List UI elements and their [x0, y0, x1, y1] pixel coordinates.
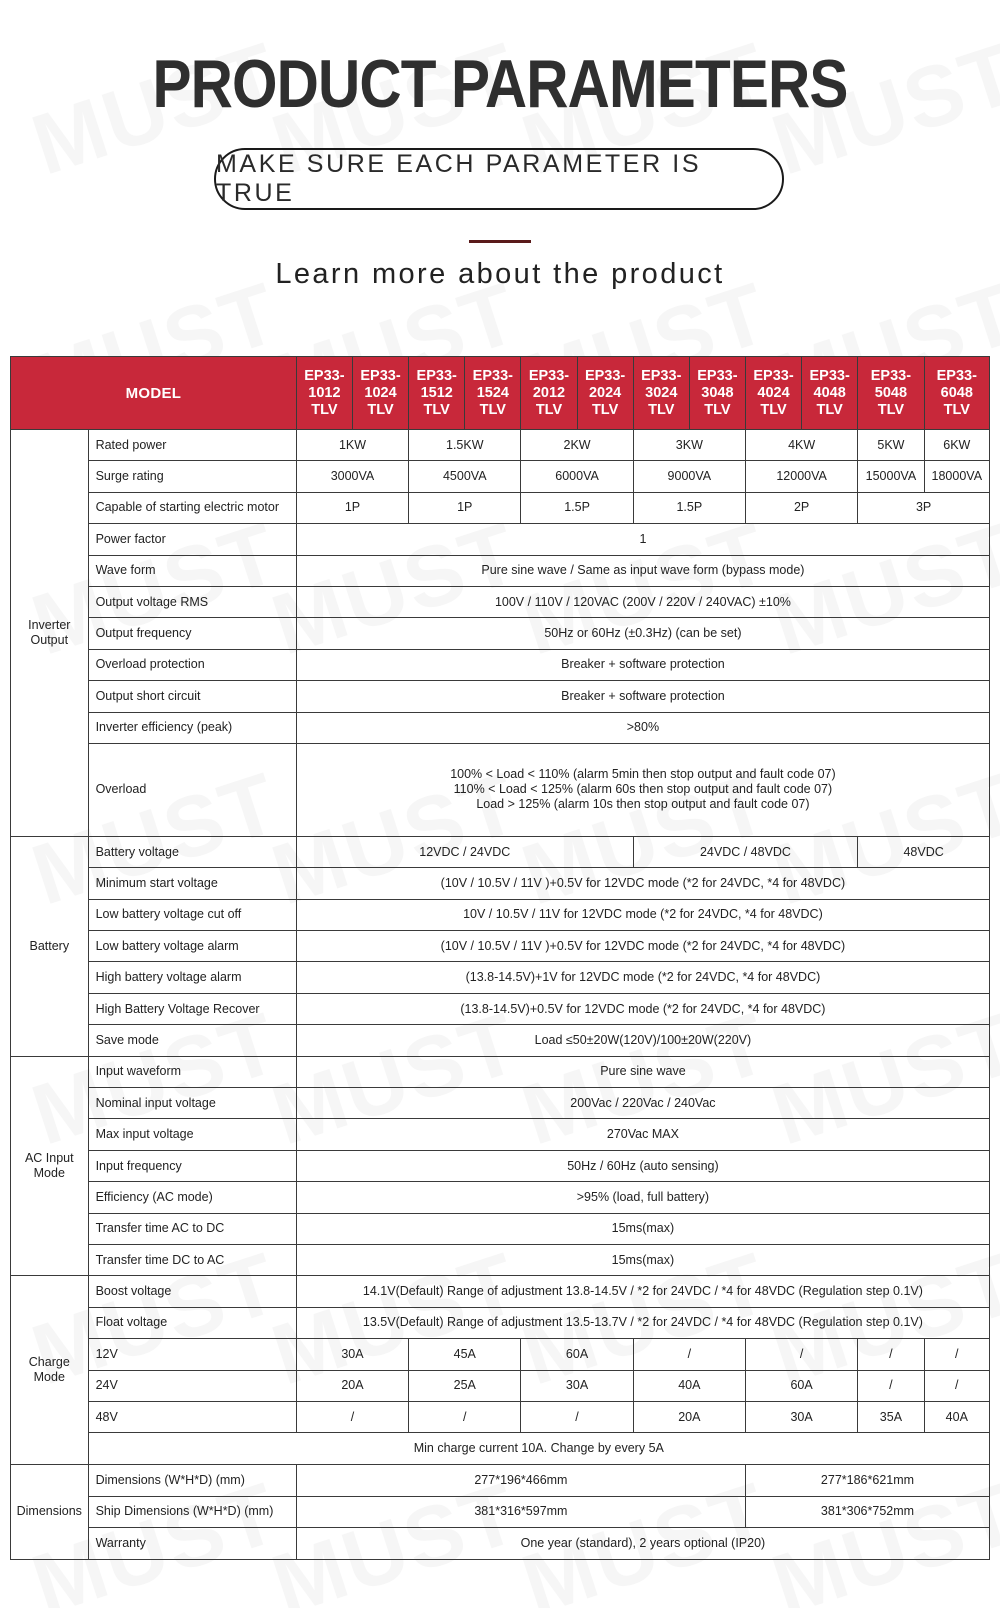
- table-row: [11, 993, 990, 1024]
- table-row: [11, 1433, 990, 1465]
- value-cell: 35A: [858, 1401, 924, 1432]
- model-name-number: 1524: [476, 384, 509, 401]
- model-header-cell: [577, 357, 633, 430]
- value-cell: 45A: [409, 1339, 521, 1370]
- param-label: Input waveform: [88, 1056, 296, 1087]
- model-header-cell: [689, 357, 745, 430]
- spec-table-body: [11, 430, 990, 1560]
- param-label: Overload: [88, 743, 296, 836]
- model-name-suffix: TLV: [591, 401, 619, 418]
- value-cell: 13.5V(Default) Range of adjustment 13.5-13.7V / *2 for 24VDC / *4 for 48VDC (Regulation step 0.1V): [296, 1307, 989, 1338]
- value-line: 100% < Load < 110% (alarm 5min then stop output and fault code 07): [450, 767, 836, 782]
- value-cell: 270Vac MAX: [296, 1119, 989, 1150]
- param-label: High battery voltage alarm: [88, 962, 296, 993]
- param-label: Output short circuit: [88, 681, 296, 712]
- value-cell: 18000VA: [924, 461, 989, 492]
- model-header-cell: [745, 357, 801, 430]
- value-cell: (13.8-14.5V)+1V for 12VDC mode (*2 for 24VDC, *4 for 48VDC): [296, 962, 989, 993]
- model-name-suffix: TLV: [648, 401, 675, 418]
- model-name-suffix: TLV: [943, 401, 970, 418]
- table-row: [11, 1307, 990, 1338]
- param-label: Ship Dimensions (W*H*D) (mm): [88, 1496, 296, 1527]
- group-label: Inverter Output: [11, 430, 89, 837]
- value-cell: 1P: [409, 492, 521, 523]
- model-name-prefix: EP33-: [416, 367, 457, 384]
- value-cell: (10V / 10.5V / 11V )+0.5V for 12VDC mode (*2 for 24VDC, *4 for 48VDC): [296, 931, 989, 962]
- model-name-prefix: EP33-: [936, 367, 977, 384]
- value-cell: 15ms(max): [296, 1244, 989, 1275]
- value-cell: 9000VA: [633, 461, 745, 492]
- table-row: [11, 1339, 990, 1370]
- group-label: Charge Mode: [11, 1276, 89, 1465]
- group-label: AC Input Mode: [11, 1056, 89, 1276]
- value-cell: 20A: [633, 1401, 745, 1432]
- model-name-prefix: EP33-: [697, 367, 738, 384]
- model-name-number: 1012: [308, 384, 341, 401]
- param-label: Save mode: [88, 1025, 296, 1056]
- param-label: Float voltage: [88, 1307, 296, 1338]
- value-cell: 15000VA: [858, 461, 924, 492]
- value-cell: 200Vac / 220Vac / 240Vac: [296, 1088, 989, 1119]
- model-name-prefix: EP33-: [528, 367, 570, 384]
- model-name-number: 4048: [813, 384, 846, 401]
- model-name-suffix: TLV: [816, 401, 843, 418]
- value-line: 110% < Load < 125% (alarm 60s then stop output and fault code 07): [453, 782, 833, 797]
- value-cell: 40A: [924, 1401, 989, 1432]
- param-label: 12V: [88, 1339, 296, 1370]
- value-cell: /: [858, 1370, 924, 1401]
- param-label: Dimensions (W*H*D) (mm): [88, 1465, 296, 1496]
- param-label: 48V: [88, 1401, 296, 1432]
- table-row: [11, 1119, 990, 1150]
- table-row: [11, 712, 990, 743]
- table-row: [11, 1244, 990, 1275]
- hero-section: [0, 0, 1000, 330]
- model-name-suffix: TLV: [479, 401, 506, 418]
- value-cell: Min charge current 10A. Change by every 5A: [88, 1433, 989, 1465]
- model-name-number: 3048: [701, 384, 734, 401]
- value-cell: Load ≤50±20W(120V)/100±20W(220V): [296, 1025, 989, 1056]
- model-name-number: 6048: [940, 384, 973, 401]
- value-cell: /: [409, 1401, 521, 1432]
- value-cell: 25A: [409, 1370, 521, 1401]
- param-label: Transfer time DC to AC: [88, 1244, 296, 1275]
- model-header: MODEL: [11, 357, 297, 430]
- model-name-number: 1024: [364, 384, 397, 401]
- value-cell: [296, 743, 989, 836]
- table-row: [11, 618, 990, 649]
- model-name-prefix: EP33-: [360, 367, 401, 384]
- value-cell: 1.5P: [633, 492, 745, 523]
- header-row: [11, 357, 990, 430]
- table-row: [11, 836, 990, 867]
- value-cell: 50Hz or 60Hz (±0.3Hz) (can be set): [296, 618, 989, 649]
- model-name-number: 2012: [532, 384, 566, 401]
- value-cell: 5KW: [858, 430, 924, 461]
- param-label: Minimum start voltage: [88, 868, 296, 899]
- model-name-prefix: EP33-: [472, 367, 513, 384]
- value-cell: 3P: [858, 492, 990, 523]
- param-label: Wave form: [88, 555, 296, 586]
- subtitle: Learn more about the product: [275, 258, 725, 290]
- model-header-cell: [409, 357, 465, 430]
- value-cell: 14.1V(Default) Range of adjustment 13.8-14.5V / *2 for 24VDC / *4 for 48VDC (Regulation step 0.1V): [296, 1276, 989, 1307]
- value-cell: Pure sine wave: [296, 1056, 989, 1087]
- value-cell: 1P: [296, 492, 408, 523]
- param-label: Battery voltage: [88, 836, 296, 867]
- value-cell: 20A: [296, 1370, 408, 1401]
- value-cell: 277*196*466mm: [296, 1465, 745, 1496]
- group-label: Battery: [11, 836, 89, 1056]
- table-row: [11, 1370, 990, 1401]
- value-cell: 2P: [745, 492, 857, 523]
- value-cell: Breaker + software protection: [296, 649, 989, 680]
- model-name-suffix: TLV: [367, 401, 394, 418]
- table-row: [11, 899, 990, 930]
- value-line: Load > 125% (alarm 10s then stop output and fault code 07): [476, 797, 810, 812]
- param-label: High Battery Voltage Recover: [88, 993, 296, 1024]
- table-row: [11, 1056, 990, 1087]
- model-name-prefix: EP33-: [304, 367, 345, 384]
- value-cell: 1: [296, 524, 989, 555]
- value-cell: 1KW: [296, 430, 408, 461]
- table-row: [11, 430, 990, 461]
- table-row: [11, 1465, 990, 1496]
- model-header-cell: [924, 357, 989, 430]
- model-name-suffix: TLV: [423, 401, 450, 418]
- table-row: [11, 1213, 990, 1244]
- param-label: Overload protection: [88, 649, 296, 680]
- value-cell: Breaker + software protection: [296, 681, 989, 712]
- model-name-suffix: TLV: [535, 401, 563, 418]
- page-title: PRODUCT PARAMETERS: [152, 46, 848, 122]
- model-name-number: 2024: [588, 384, 622, 401]
- value-cell: 1.5P: [521, 492, 633, 523]
- param-label: Boost voltage: [88, 1276, 296, 1307]
- value-cell: 1.5KW: [409, 430, 521, 461]
- table-row: [11, 1025, 990, 1056]
- value-cell: /: [521, 1401, 633, 1432]
- value-cell: 30A: [296, 1339, 408, 1370]
- model-name-number: 1512: [420, 384, 453, 401]
- value-cell: 4500VA: [409, 461, 521, 492]
- value-cell: Pure sine wave / Same as input wave form (bypass mode): [296, 555, 989, 586]
- param-label: Output frequency: [88, 618, 296, 649]
- table-row: [11, 555, 990, 586]
- model-name-prefix: EP33-: [753, 367, 794, 384]
- model-name-suffix: TLV: [760, 401, 787, 418]
- value-cell: >80%: [296, 712, 989, 743]
- value-cell: 50Hz / 60Hz (auto sensing): [296, 1150, 989, 1181]
- table-row: [11, 461, 990, 492]
- model-header-cell: [858, 357, 924, 430]
- model-name-number: 4024: [757, 384, 790, 401]
- table-row: [11, 1150, 990, 1181]
- value-cell: 48VDC: [858, 836, 990, 867]
- value-cell: One year (standard), 2 years optional (IP20): [296, 1528, 989, 1559]
- table-row: [11, 931, 990, 962]
- param-label: Nominal input voltage: [88, 1088, 296, 1119]
- model-header-cell: [465, 357, 521, 430]
- value-cell: 40A: [633, 1370, 745, 1401]
- param-label: Low battery voltage alarm: [88, 931, 296, 962]
- divider-rule: [469, 240, 531, 243]
- model-header-cell: [296, 357, 352, 430]
- model-name-suffix: TLV: [311, 401, 338, 418]
- param-label: 24V: [88, 1370, 296, 1401]
- spec-table: [10, 356, 990, 1560]
- value-cell: 6KW: [924, 430, 989, 461]
- param-label: Capable of starting electric motor: [88, 492, 296, 523]
- param-label: Warranty: [88, 1528, 296, 1559]
- table-row: [11, 492, 990, 523]
- value-cell: 6000VA: [521, 461, 633, 492]
- table-row: [11, 524, 990, 555]
- value-cell: /: [745, 1339, 857, 1370]
- value-cell: 60A: [745, 1370, 857, 1401]
- value-cell: 10V / 10.5V / 11V for 12VDC mode (*2 for 24VDC, *4 for 48VDC): [296, 899, 989, 930]
- param-label: Power factor: [88, 524, 296, 555]
- table-row: [11, 681, 990, 712]
- value-cell: 15ms(max): [296, 1213, 989, 1244]
- spec-table-header: [11, 357, 990, 430]
- value-cell: 60A: [521, 1339, 633, 1370]
- model-header-cell: [802, 357, 858, 430]
- table-row: [11, 1182, 990, 1213]
- param-label: Efficiency (AC mode): [88, 1182, 296, 1213]
- model-name-number: 3024: [645, 384, 678, 401]
- model-name-prefix: EP33-: [584, 367, 626, 384]
- table-row: [11, 1401, 990, 1432]
- value-cell: /: [633, 1339, 745, 1370]
- model-header-cell: [352, 357, 408, 430]
- table-row: [11, 743, 990, 836]
- value-cell: 3000VA: [296, 461, 408, 492]
- value-cell: 381*316*597mm: [296, 1496, 745, 1527]
- table-row: [11, 1276, 990, 1307]
- value-cell: (13.8-14.5V)+0.5V for 12VDC mode (*2 for 24VDC, *4 for 48VDC): [296, 993, 989, 1024]
- value-cell: /: [858, 1339, 924, 1370]
- group-label: Dimensions: [11, 1465, 89, 1559]
- value-cell: 12VDC / 24VDC: [296, 836, 633, 867]
- model-name-prefix: EP33-: [870, 367, 912, 384]
- table-row: [11, 868, 990, 899]
- model-name-suffix: TLV: [704, 401, 731, 418]
- table-row: [11, 1496, 990, 1527]
- value-cell: >95% (load, full battery): [296, 1182, 989, 1213]
- model-header-cell: [633, 357, 689, 430]
- value-cell: /: [924, 1339, 989, 1370]
- table-row: [11, 1088, 990, 1119]
- param-label: Max input voltage: [88, 1119, 296, 1150]
- param-label: Surge rating: [88, 461, 296, 492]
- value-cell: 12000VA: [745, 461, 857, 492]
- value-cell: 30A: [521, 1370, 633, 1401]
- value-cell: 30A: [745, 1401, 857, 1432]
- table-row: [11, 962, 990, 993]
- table-row: [11, 649, 990, 680]
- model-header-cell: [521, 357, 577, 430]
- value-cell: 24VDC / 48VDC: [633, 836, 858, 867]
- value-cell: 100V / 110V / 120VAC (200V / 220V / 240VAC) ±10%: [296, 586, 989, 617]
- param-label: Low battery voltage cut off: [88, 899, 296, 930]
- value-cell: 2KW: [521, 430, 633, 461]
- tagline-pill: MAKE SURE EACH PARAMETER IS TRUE: [214, 148, 784, 210]
- value-cell: 381*306*752mm: [745, 1496, 989, 1527]
- param-label: Transfer time AC to DC: [88, 1213, 296, 1244]
- table-row: [11, 586, 990, 617]
- param-label: Rated power: [88, 430, 296, 461]
- param-label: Output voltage RMS: [88, 586, 296, 617]
- value-cell: 4KW: [745, 430, 857, 461]
- value-cell: /: [296, 1401, 408, 1432]
- model-name-prefix: EP33-: [809, 367, 850, 384]
- value-cell: 277*186*621mm: [745, 1465, 989, 1496]
- value-cell: 3KW: [633, 430, 745, 461]
- param-label: Inverter efficiency (peak): [88, 712, 296, 743]
- value-cell: /: [924, 1370, 989, 1401]
- model-name-suffix: TLV: [877, 401, 905, 418]
- param-label: Input frequency: [88, 1150, 296, 1181]
- table-row: [11, 1528, 990, 1559]
- model-name-prefix: EP33-: [641, 367, 682, 384]
- value-cell: (10V / 10.5V / 11V )+0.5V for 12VDC mode (*2 for 24VDC, *4 for 48VDC): [296, 868, 989, 899]
- model-name-number: 5048: [874, 384, 908, 401]
